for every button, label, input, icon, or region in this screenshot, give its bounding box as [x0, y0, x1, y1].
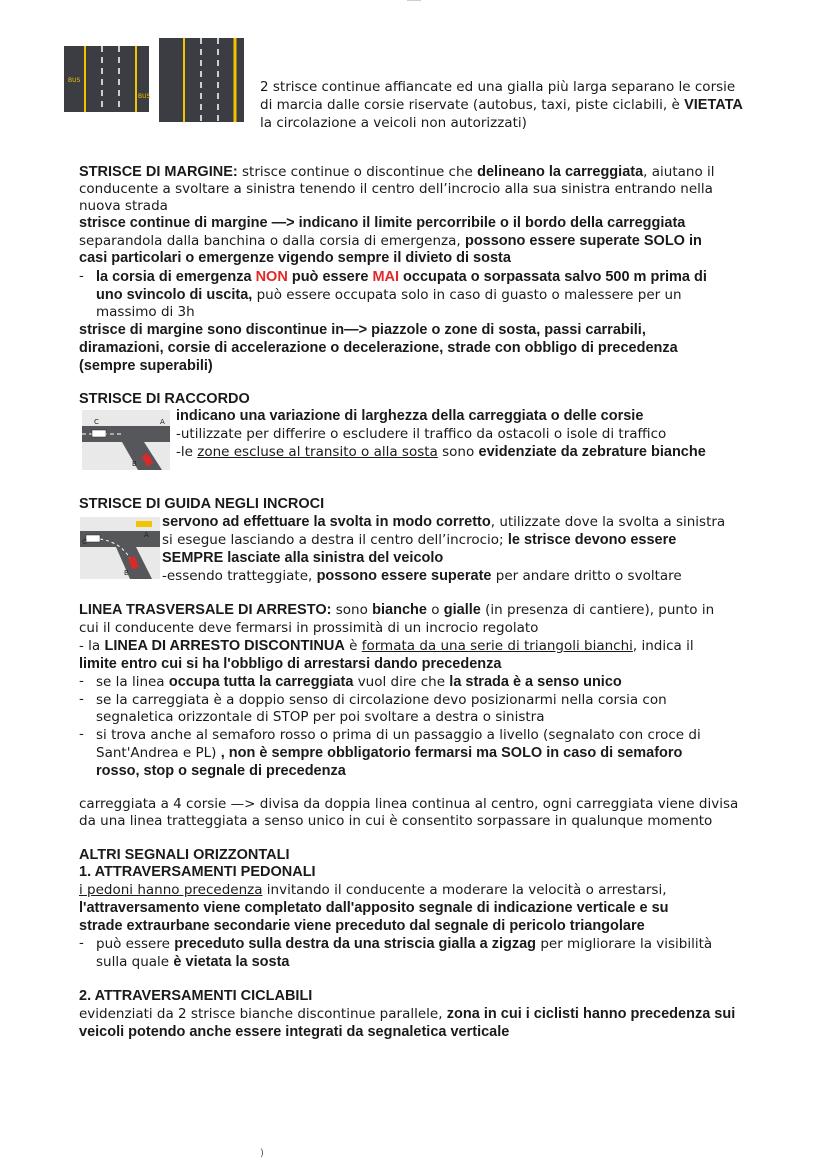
diagram-label-c: C — [82, 538, 87, 546]
arresto-bullet-3-line-1: si trova anche al semaforo rosso o prima di un passaggio a livello (segnalato con croce di — [96, 727, 701, 743]
altri-line-2: l'attraversamento viene completato dall'apposito segnale di indicazione verticale e su — [79, 900, 669, 916]
altri-bullet-line-1: può essere preceduto sulla destra da una striscia gialla a zigzag per migliorare la visibilità — [96, 936, 713, 952]
bullet-dash: - — [79, 268, 84, 284]
section-heading-arresto: LINEA TRASVERSALE DI ARRESTO: — [79, 602, 332, 618]
altri-bullet-line-2: sulla quale è vietata la sosta — [96, 954, 290, 970]
arresto-line-2: cui il conducente deve fermarsi in prossimità di un incrocio regolato — [79, 620, 539, 636]
top-divider — [407, 0, 421, 1]
page-footer-mark: ) — [260, 1148, 264, 1159]
section-heading-altri: ALTRI SEGNALI ORIZZONTALI — [79, 847, 290, 863]
margine-bullet-line-3: massimo di 3h — [96, 304, 195, 320]
guida-diagram — [80, 517, 160, 579]
intro-paragraph — [260, 78, 743, 132]
arresto-bullet-3-line-3: rosso, stop o segnale di precedenza — [96, 763, 346, 779]
raccordo-diagram — [82, 410, 170, 470]
guida-line-1: servono ad effettuare la svolta in modo corretto, utilizzate dove la svolta a sinistra — [162, 514, 726, 530]
bullet-dash: - — [79, 726, 84, 742]
margine-line-10: strisce di margine sono discontinue in—> piazzole o zone di sosta, passi carrabili, — [79, 322, 646, 338]
margine-line-5: separandola dalla banchina o dalla corsia di emergenza, possono essere superate SOLO in — [79, 233, 702, 249]
arresto-bullet-3-line-2: Sant'Andrea e PL) , non è sempre obbligatorio fermarsi ma SOLO in caso di semaforo — [96, 745, 683, 761]
altri-line-6: evidenziati da 2 strisce bianche discontinue parallele, zona in cui i ciclisti hanno precedenza sui — [79, 1006, 736, 1022]
intro-line: 2 strisce continue affiancate ed una gialla più larga separano le corsie — [260, 79, 736, 95]
corsie-line-1: carreggiata a 4 corsie —> divisa da doppia linea continua al centro, ogni carreggiata viene divisa — [79, 796, 739, 812]
diagram-label-a: A — [160, 418, 165, 426]
margine-bullet-line-1: la corsia di emergenza NON può essere MAI occupata o sorpassata salvo 500 m prima di — [96, 269, 707, 285]
margine-line-6: casi particolari o emergenze vigendo sempre il divieto di sosta — [79, 250, 511, 266]
altri-line-7: veicoli potendo anche essere integrati da segnaletica verticale — [79, 1024, 510, 1040]
section-heading-guida: STRISCE DI GUIDA NEGLI INCROCI — [79, 496, 325, 512]
raccordo-line-1: indicano una variazione di larghezza della carreggiata o delle corsie — [176, 408, 644, 424]
margine-line-4: strisce continue di margine —> indicano il limite percorribile o il bordo della carreggiata — [79, 215, 686, 231]
diagram-label-b: B — [132, 460, 137, 468]
margine-line-3: nuova strada — [79, 198, 168, 214]
vietata-emphasis: VIETATA — [684, 97, 743, 113]
diagram-label-b: B — [124, 569, 129, 577]
subheading-ciclabili: 2. ATTRAVERSAMENTI CICLABILI — [79, 988, 313, 1004]
arresto-bullet-1: se la linea occupa tutta la carreggiata vuol dire che la strada è a senso unico — [96, 674, 622, 690]
altri-line-3: strade extraurbane secondarie viene preceduto dal segnale di pericolo triangolare — [79, 918, 645, 934]
diagram-label-c: C — [94, 418, 99, 426]
margine-line-11: diramazioni, corsie di accelerazione o decelerazione, strade con obbligo di precedenza — [79, 340, 678, 356]
intro-line: di marcia dalle corsie riservate (autobus, taxi, piste ciclabili, è VIETATA — [260, 97, 743, 113]
section-heading-raccordo: STRISCE DI RACCORDO — [79, 391, 250, 407]
arresto-line-3: - la LINEA DI ARRESTO DISCONTINUA è formata da una serie di triangoli bianchi, indica il — [79, 638, 694, 654]
margine-bullet-line-2: uno svincolo di uscita, può essere occupata solo in caso di guasto o malessere per un — [96, 287, 682, 303]
arresto-line-1: LINEA TRASVERSALE DI ARRESTO: sono bianche o gialle (in presenza di cantiere), punto in — [79, 602, 715, 618]
margine-line-1: STRISCE DI MARGINE: strisce continue o discontinue che delineano la carreggiata, aiutano il — [79, 164, 715, 180]
margine-line-12: (sempre superabili) — [79, 358, 213, 374]
raccordo-line-2: -utilizzate per differire o escludere il traffico da ostacoli o isole di traffico — [176, 426, 667, 442]
arresto-bullet-2-line-2: segnaletica orizzontale di STOP per poi svoltare a destra o sinistra — [96, 709, 545, 725]
raccordo-line-3: -le zone escluse al transito o alla sosta sono evidenziate da zebrature bianche — [176, 444, 706, 460]
arresto-bullet-2-line-1: se la carreggiata è a doppio senso di circolazione devo posizionarmi nella corsia con — [96, 692, 667, 708]
intro-line: la circolazione a veicoli non autorizzati) — [260, 115, 527, 131]
corsie-line-2: da una linea tratteggiata a senso unico in cui è consentito sorpassare in qualunque momento — [79, 813, 713, 829]
reserved-lanes-illustration — [64, 38, 244, 122]
subheading-pedonali: 1. ATTRAVERSAMENTI PEDONALI — [79, 864, 316, 880]
bus-marking-label: BUS — [68, 77, 81, 84]
bullet-dash: - — [79, 691, 84, 707]
altri-line-1: i pedoni hanno precedenza invitando il conducente a moderare la velocità o arrestarsi, — [79, 882, 667, 898]
bullet-dash: - — [79, 935, 84, 951]
section-heading-margine: STRISCE DI MARGINE: — [79, 164, 238, 180]
bullet-dash: - — [79, 673, 84, 689]
guida-line-4: -essendo tratteggiate, possono essere superate per andare dritto o svoltare — [162, 568, 682, 584]
guida-line-2: si esegue lasciando a destra il centro dell’incrocio; le strisce devono essere — [162, 532, 677, 548]
arresto-line-4: limite entro cui si ha l'obbligo di arrestarsi dando precedenza — [79, 656, 502, 672]
margine-line-2: conducente a svoltare a sinistra tenendo il centro dell’incrocio alla sua sinistra entrando nella — [79, 181, 713, 197]
bus-marking-label: BUS — [138, 93, 151, 100]
guida-line-3: SEMPRE lasciate alla sinistra del veicolo — [162, 550, 444, 566]
diagram-label-a: A — [144, 531, 149, 539]
